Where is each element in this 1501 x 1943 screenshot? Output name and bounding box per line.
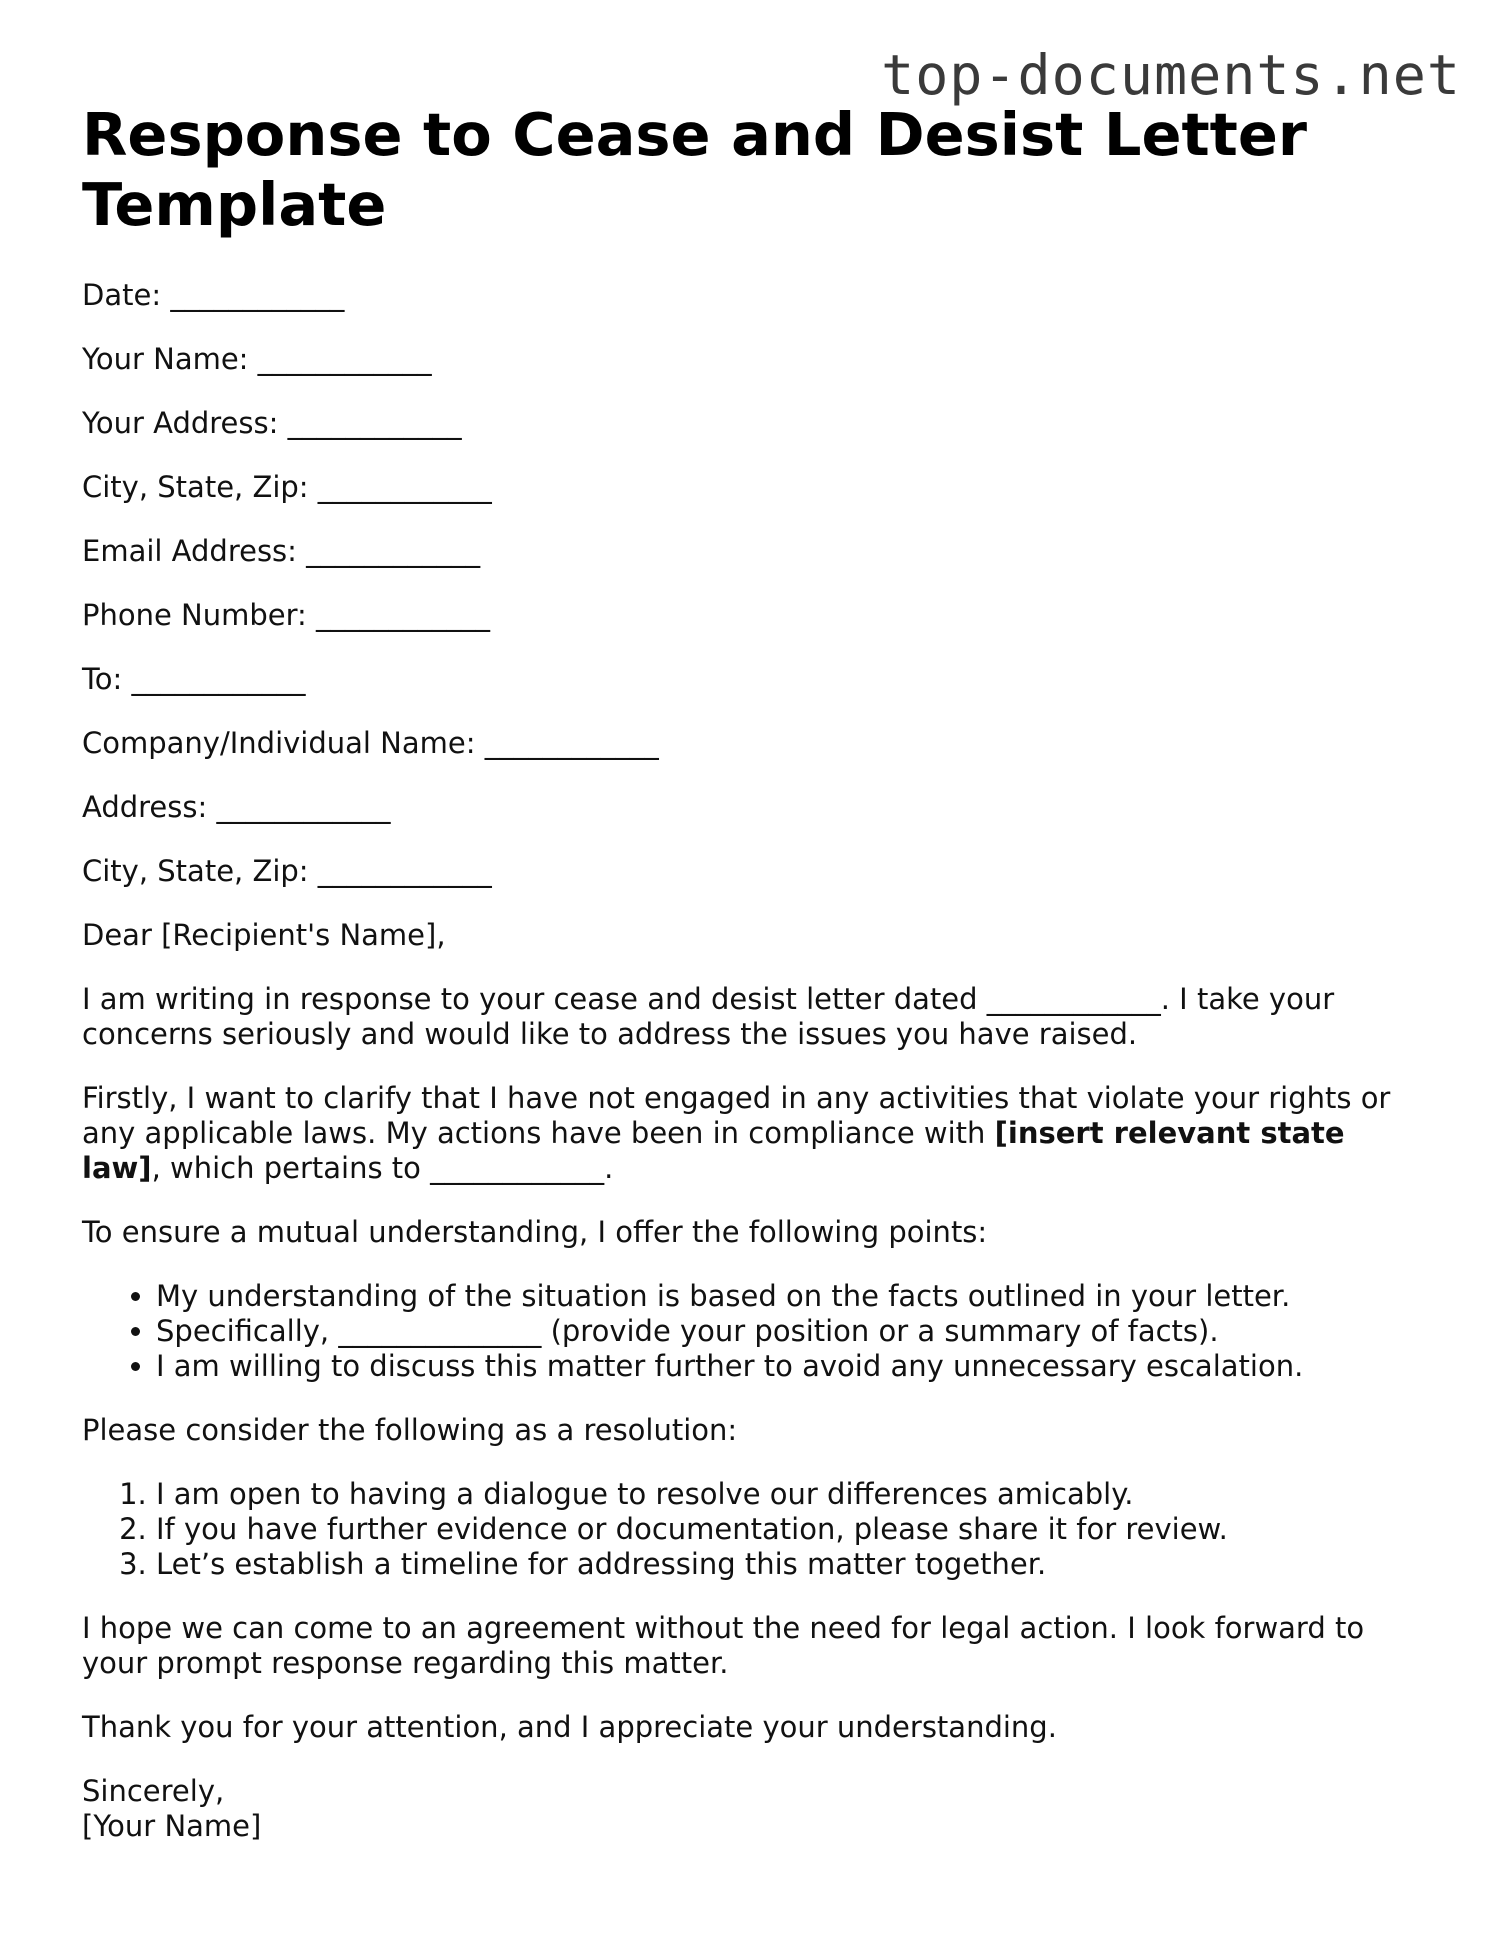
header-fields: [82, 278, 1422, 889]
paragraph-clarification: [82, 1081, 1422, 1186]
field-recipient-name: [82, 726, 1422, 761]
list-item: • Specifically, ______________ (provide your position or a summary of facts).: [156, 1314, 1422, 1349]
document-page: [82, 100, 1422, 1844]
paragraph-hope: I hope we can come to an agreement without the need for legal action. I look forward to your prompt response regarding this matter.: [82, 1611, 1365, 1680]
field-blank: ____________: [484, 726, 659, 760]
salutation: Dear [Recipient's Name],: [82, 918, 446, 952]
field-label: City, State, Zip:: [82, 470, 309, 504]
field-email: [82, 534, 1422, 569]
field-label: City, State, Zip:: [82, 854, 309, 888]
points-list: [82, 1279, 1422, 1384]
field-blank: ____________: [316, 598, 491, 632]
closing: Sincerely,: [82, 1774, 225, 1808]
field-label: Address:: [82, 790, 208, 824]
resolution-intro: Please consider the following as a resolution:: [82, 1413, 738, 1447]
paragraph-text: .: [604, 1151, 614, 1185]
field-blank: ____________: [306, 534, 481, 568]
bold-placeholder: [insert relevant state law]: [82, 1116, 1345, 1185]
list-item: • My understanding of the situation is based on the facts outlined in your letter.: [156, 1279, 1422, 1314]
topic-blank: ____________: [430, 1151, 605, 1185]
field-your-address: [82, 406, 1422, 441]
list-item: 3. Let’s establish a timeline for addressing this matter together.: [156, 1547, 1422, 1582]
paragraph-intro: [82, 982, 1422, 1052]
field-blank: ____________: [287, 406, 462, 440]
field-date: [82, 278, 1422, 313]
watermark-logo: top-documents.net: [881, 43, 1461, 107]
field-label: Company/Individual Name:: [82, 726, 476, 760]
paragraph-thanks: Thank you for your attention, and I appreciate your understanding.: [82, 1710, 1057, 1744]
field-blank: ____________: [257, 342, 432, 376]
field-label: Your Name:: [82, 342, 249, 376]
closing-block: [82, 1774, 1422, 1844]
field-phone: [82, 598, 1422, 633]
field-sender-city-state-zip: [82, 470, 1422, 505]
paragraph-text: I am writing in response to your cease and desist letter dated: [82, 982, 987, 1016]
field-blank: ____________: [170, 278, 345, 312]
field-blank: ____________: [317, 470, 492, 504]
field-recipient-city-state-zip: [82, 854, 1422, 889]
field-label: Date:: [82, 278, 162, 312]
signature: [Your Name]: [82, 1809, 262, 1843]
field-your-name: [82, 342, 1422, 377]
paragraph-text: Firstly, I want to clarify that I have not engaged in any activities that violate your rights or any applicable laws. My actions have been in compliance with: [82, 1081, 1391, 1150]
field-recipient-address: [82, 790, 1422, 825]
points-intro: To ensure a mutual understanding, I offer the following points:: [82, 1215, 988, 1249]
paragraph-text: . I take your concerns seriously and would like to address the issues you have raised.: [82, 982, 1335, 1051]
list-item: 1. I am open to having a dialogue to resolve our differences amicably.: [156, 1477, 1422, 1512]
field-to: [82, 662, 1422, 697]
list-item: • I am willing to discuss this matter further to avoid any unnecessary escalation.: [156, 1349, 1422, 1384]
field-blank: ____________: [317, 854, 492, 888]
field-label: To:: [82, 662, 123, 696]
field-blank: ____________: [216, 790, 391, 824]
field-blank: ____________: [131, 662, 306, 696]
list-item: 2. If you have further evidence or documentation, please share it for review.: [156, 1512, 1422, 1547]
page-title: Response to Cease and Desist Letter Template: [82, 100, 1307, 239]
paragraph-text: , which pertains to: [151, 1151, 431, 1185]
date-blank: ____________: [986, 982, 1161, 1016]
field-label: Email Address:: [82, 534, 297, 568]
field-label: Phone Number:: [82, 598, 307, 632]
field-label: Your Address:: [82, 406, 279, 440]
resolution-list: [82, 1477, 1422, 1582]
